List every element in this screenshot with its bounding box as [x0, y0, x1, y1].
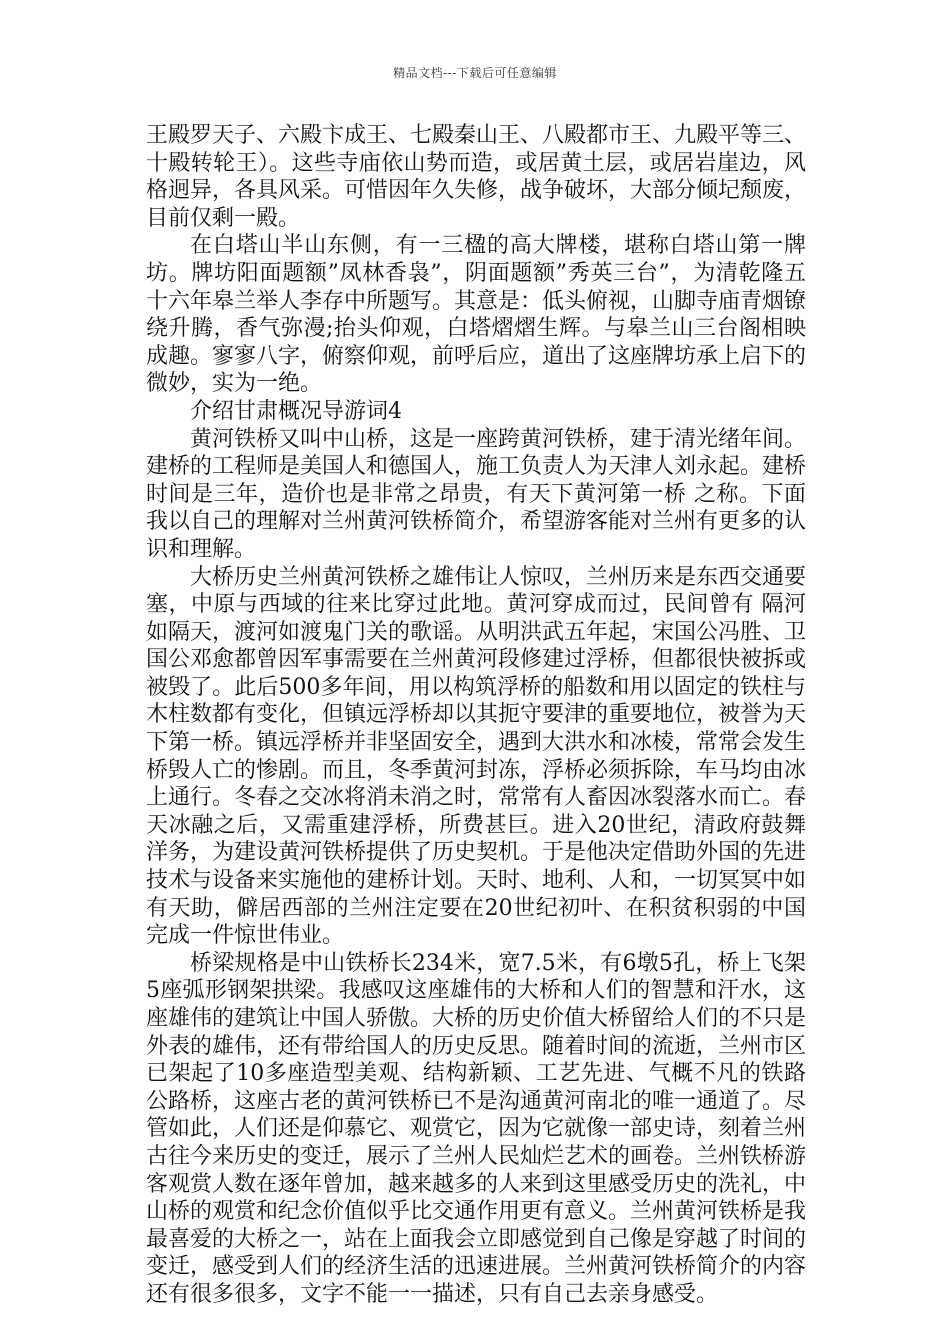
paragraph-bridge-specs: 桥梁规格是中山铁桥长234米，宽7.5米，有6墩5孔，桥上飞架5座弧形钢架拱梁。我感叹这座雄伟的大桥和人们的智慧和汗水，这座雄伟的建筑让中国人骄傲。大桥的历史价值大桥留给人们的不只是外表的雄伟，还有带给国人的历史反思。随着时间的流逝，兰州市区已架起了10多座造型美观、结构新颖、工艺先进、气概不凡的铁路公路桥，这座古老的黄河铁桥已不是沟通黄河南北的唯一通道了。尽管如此，人们还是仰慕它、观赏它，因为它就像一部史诗，刻着兰州古往今来历史的变迁，展示了兰州人民灿烂艺术的画卷。兰州铁桥游客观赏人数在逐年曾加，越来越多的人来到这里感受历史的洗礼，中山桥的观赏和纪念价值似乎比交通作用更有意义。兰州黄河铁桥是我最喜爱的大桥之一，站在上面我会立即感觉到自己像是穿越了时间的变迁，感受到人们的经济生活的迅速进展。兰州黄河铁桥简介的内容还有很多很多，文字不能一一描述，只有自己去亲身感受。	[146, 950, 807, 1307]
document-body	[146, 122, 806, 1309]
paragraph-hell-kings: 王殿罗天子、六殿卞成王、七殿秦山王、八殿都市王、九殿平等三、十殿转轮王）。这些寺庙依山势而造，或居黄土层，或居岩崖边，风格迥异，各具风采。可惜因年久失修，战争破坏，大部分倾圮颓废，目前仅剩一殿。	[146, 123, 807, 231]
paragraph-bridge-history: 大桥历史兰州黄河铁桥之雄伟让人惊叹，兰州历来是东西交通要塞，中原与西域的往来比穿过此地。黄河穿成而过，民间曾有 隔河如隔天，渡河如渡鬼门关的歌谣。从明洪武五年起，宋国公冯胜、卫国公邓愈都曾因军事需要在兰州黄河段修建过浮桥，但都很快被拆或被毁了。此后500多年间，用以构筑浮桥的船数和用以固定的铁柱与木柱数都有变化，但镇远浮桥却以其扼守要津的重要地位，被誉为天下第一桥。镇远浮桥并非坚固安全，遇到大洪水和冰棱，常常会发生桥毁人亡的惨剧。而且，冬季黄河封冻，浮桥必须拆除，车马均由冰上通行。冬春之交冰将消未消之时，常常有人畜因冰裂落水而亡。春天冰融之后，又需重建浮桥，所费甚巨。进入20世纪，清政府鼓舞洋务，为建设黄河铁桥提供了历史契机。于是他决定借助外国的先进技术与设备来实施他的建桥计划。天时、地利、人和，一切冥冥中如有天助，僻居西部的兰州注定要在20世纪初叶、在积贫积弱的中国完成一件惊世伟业。	[146, 564, 807, 949]
paragraph-archway: 在白塔山半山东侧，有一三楹的高大牌楼，堪称白塔山第一牌坊。牌坊阳面题额”凤林香袅”，阴面题额”秀英三台”，为清乾隆五十六年皋兰举人李存中所题写。其意是：低头俯视，山脚寺庙青烟镣绕升腾，香气弥漫;抬头仰观，白塔熠熠生辉。与皋兰山三台阁相映成趣。寥寥八字，俯察仰观，前呼后应，道出了这座牌坊承上启下的微妙，实为一绝。	[146, 233, 807, 397]
page-header: 精品文档---下载后可任意编辑	[393, 66, 557, 80]
section-heading: 介绍甘肃概况导游词4	[190, 398, 402, 424]
paragraph-iron-bridge-intro: 黄河铁桥又叫中山桥，这是一座跨黄河铁桥，建于清光绪年间。建桥的工程师是美国人和德国人，施工负责人为天津人刘永起。建桥时间是三年，造价也是非常之昂贵，有天下黄河第一桥 之称。下面我以自己的理解对兰州黄河铁桥简介，希望游客能对兰州有更多的认识和理解。	[146, 426, 807, 562]
